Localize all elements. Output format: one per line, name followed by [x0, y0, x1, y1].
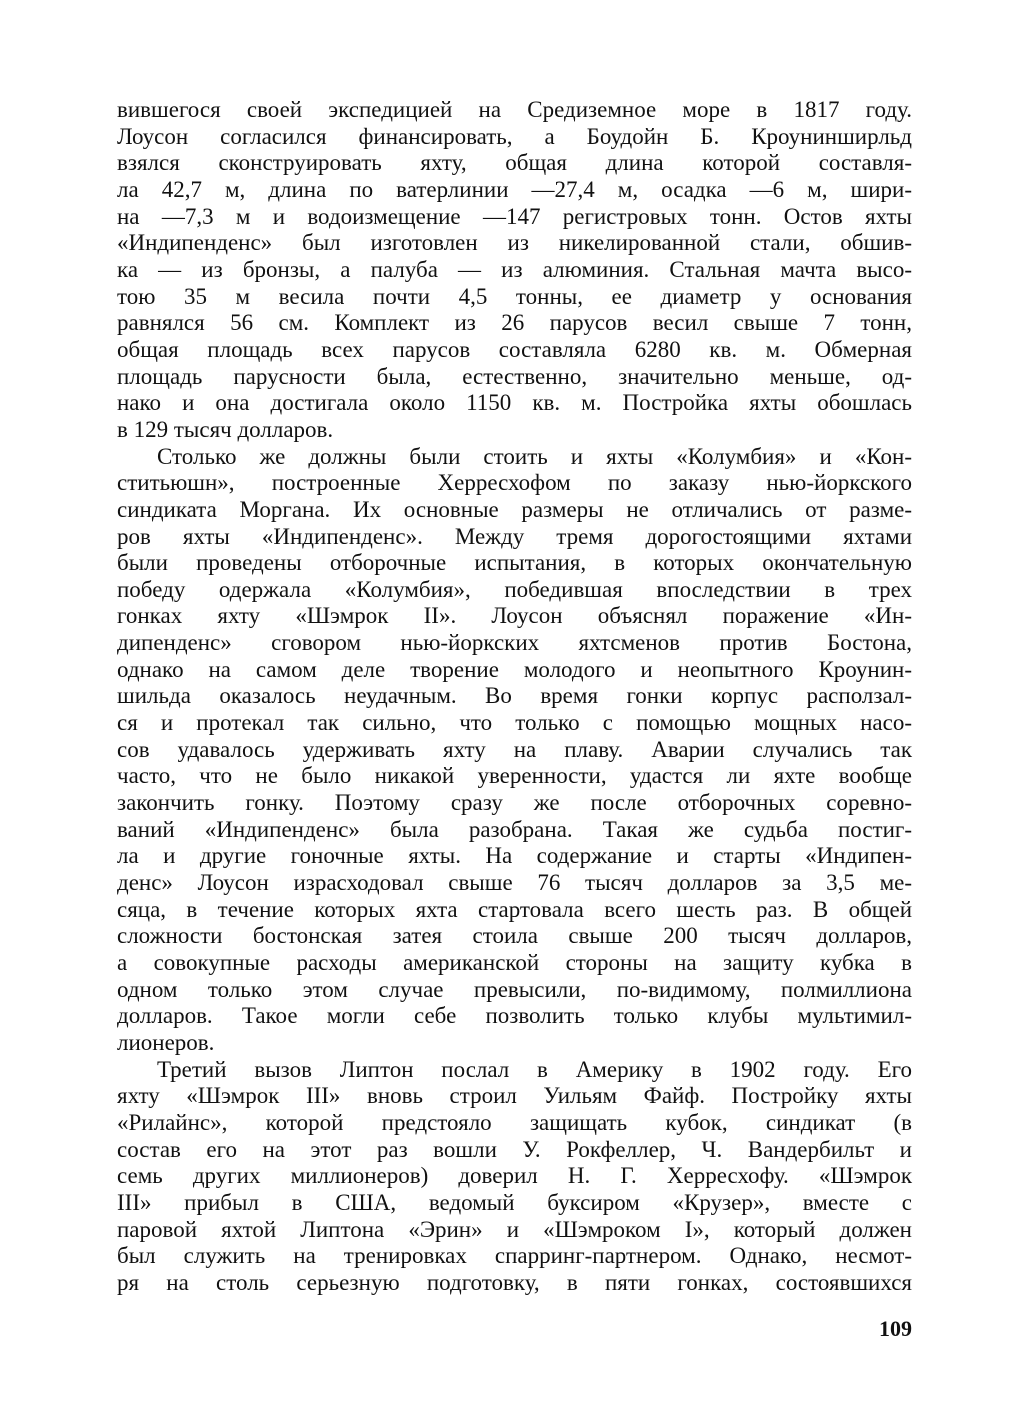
text-line: «Индипенденс» был изготовлен из никелированной стали, обшив-: [117, 230, 912, 256]
text-line: ла и другие гоночные яхты. На содержание и старты «Индипен-: [117, 843, 912, 869]
text-line: гонках яхту «Шэмрок II». Лоусон объяснял поражение «Ин-: [117, 603, 912, 629]
text-line: победу одержала «Колумбия», победившая впоследствии в трех: [117, 576, 912, 602]
text-line: равнялся 56 см. Комплект из 26 парусов весил свыше 7 тонн,: [117, 310, 912, 336]
text-line: тою 35 м весила почти 4,5 тонны, ее диаметр у основания: [117, 283, 912, 309]
text-line: денс» Лоусон израсходовал свыше 76 тысяч долларов за 3,5 ме-: [117, 870, 912, 896]
text-line: в 129 тысяч долларов.: [117, 416, 334, 442]
text-line: закончить гонку. Поэтому сразу же после отборочных соревно-: [117, 790, 912, 816]
text-line: ка — из бронзы, а палуба — из алюминия. Стальная мачта высо-: [117, 256, 912, 282]
text-line: вившегося своей экспедицией на Средиземное море в 1817 году.: [117, 97, 912, 122]
text-line: однако на самом деле творение молодого и неопытного Кроунин-: [117, 656, 912, 682]
text-line: одном только этом случае превысили, по-видимому, полмиллиона: [117, 976, 912, 1002]
text-line: часто, что не было никакой уверенности, удастся ли яхте вообще: [117, 763, 912, 789]
text-line: лионеров.: [117, 1029, 215, 1055]
text-line: синдиката Моргана. Их основные размеры не отличались от разме-: [117, 496, 912, 522]
text-line: дипенденс» сговором нью-йоркских яхтсменов против Бостона,: [117, 630, 912, 656]
text-line: Третий вызов Липтон послал в Америку в 1902 году. Его: [157, 1056, 912, 1082]
paragraph: [117, 444, 912, 1057]
text-line: а совокупные расходы американской стороны на защиту кубка в: [117, 950, 912, 975]
text-line: взялся сконструировать яхту, общая длина которой составля-: [117, 150, 912, 176]
paragraph: [117, 97, 912, 444]
text-line: Столько же должны были стоить и яхты «Колумбия» и «Кон-: [157, 443, 912, 469]
text-line: сяца, в течение которых яхта стартовала всего шесть раз. В общей: [117, 896, 912, 922]
text-line: ваний «Индипенденс» была разобрана. Такая же судьба постиг-: [117, 816, 912, 842]
text-line: «Рилайнс», которой предстояло защищать кубок, синдикат (в: [117, 1109, 912, 1135]
text-line: ся и протекал так сильно, что только с помощью мощных насо-: [117, 710, 912, 736]
text-line: были проведены отборочные испытания, в которых окончательную: [117, 550, 912, 576]
text-line: площадь парусности была, естественно, значительно меньше, од-: [117, 363, 912, 389]
text-line: был служить на тренировках спарринг-партнером. Однако, несмот-: [117, 1243, 912, 1269]
page-number: 109: [879, 1316, 912, 1341]
text-line: долларов. Такое могли себе позволить только клубы мультимил-: [117, 1003, 912, 1029]
text-line: общая площадь всех парусов составляла 6280 кв. м. Обмерная: [117, 336, 912, 362]
text-line: семь других миллионеров) доверил Н. Г. Херресхофу. «Шэмрок: [117, 1163, 912, 1189]
text-line: состав его на этот раз вошли У. Рокфеллер, Ч. Вандербильт и: [117, 1136, 912, 1162]
text-line: нако и она достигала около 1150 кв. м. Постройка яхты обошлась: [117, 390, 912, 416]
text-line: паровой яхтой Липтона «Эрин» и «Шэмроком I», который должен: [117, 1216, 912, 1242]
page-body: [117, 97, 912, 1297]
text-line: ститьюшн», построенные Херресхофом по заказу нью-йоркского: [117, 470, 912, 496]
text-line: шильда оказалось неудачным. Во время гонки корпус расползал-: [117, 683, 912, 709]
text-line: сложности бостонская затея стоила свыше 200 тысяч долларов,: [117, 923, 912, 949]
text-line: сов удавалось удерживать яхту на плаву. Аварии случались так: [117, 736, 912, 762]
text-line: ров яхты «Индипенденс». Между тремя дорогостоящими яхтами: [117, 523, 912, 549]
text-line: Лоусон согласился финансировать, а Боудойн Б. Кроунинширльд: [117, 123, 912, 149]
text-line: ря на столь серьезную подготовку, в пяти гонках, состоявшихся: [117, 1269, 912, 1295]
text-line: яхту «Шэмрок III» вновь строил Уильям Файф. Постройку яхты: [117, 1083, 912, 1109]
text-line: III» прибыл в США, ведомый буксиром «Крузер», вместе с: [117, 1189, 912, 1215]
text-line: ла 42,7 м, длина по ватерлинии —27,4 м, осадка —6 м, шири-: [117, 176, 912, 202]
text-line: на —7,3 м и водоизмещение —147 регистровых тонн. Остов яхты: [117, 203, 912, 229]
paragraph: [117, 1057, 912, 1297]
